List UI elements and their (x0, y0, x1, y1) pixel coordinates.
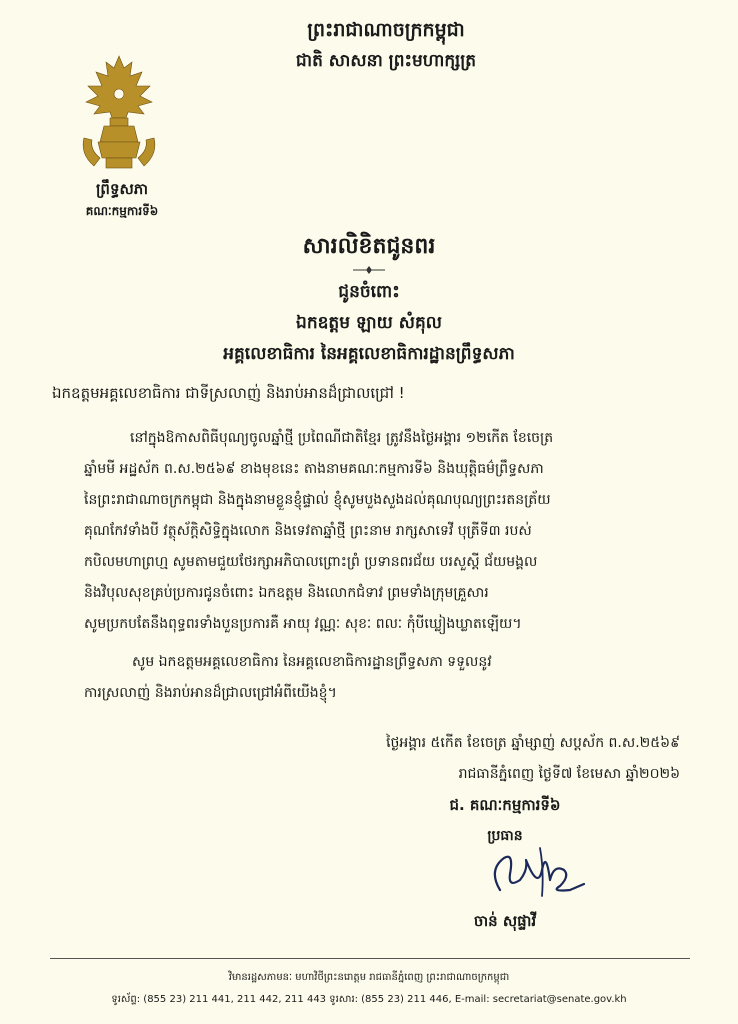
signer-organization: ជ. គណៈកម្មការទី៦ (449, 796, 561, 814)
signer-role: ប្រធាន (487, 828, 523, 844)
body-line: និងវិបុលសុខគ្រប់ប្រការជូនចំពោះ ឯកឧត្តម និងលោកជំទាវ ព្រមទាំងក្រុមគ្រួសារ (84, 585, 489, 601)
handwritten-signature (480, 840, 600, 902)
body-line: សូមប្រកបតែនឹងពុទ្ធពរទាំងបួនប្រការគឺ អាយុ វណ្ណៈ សុខៈ ពលៈ កុំបីឃ្លៀងឃ្លាតឡើយ។ (84, 616, 522, 632)
addressed-to: ជូនចំពោះ (338, 282, 400, 302)
footer-contact: ទូរស័ព្ទ: (855 23) 211 441, 211 442, 211 443 ទូរសារ: (855 23) 211 446, E-mail: secretariat@senate.gov.kh (111, 994, 627, 1005)
closing-line: ការស្រលាញ់ និងរាប់អានដ៏ជ្រាលជ្រៅអំពីយើងខ្ញុំ។ (84, 685, 337, 701)
senate-name: ព្រឹទ្ធសភា (95, 180, 149, 198)
senate-emblem (76, 54, 162, 172)
body-line: នៃព្រះរាជាណាចក្រកម្ពុជា និងក្នុងនាមខ្លួនខ្ញុំផ្ទាល់ ខ្ញុំសូមបួងសួងដល់គុណបុណ្យព្រះរតនត្រ័យ (84, 492, 551, 508)
solar-date: រាជធានីភ្នំពេញ ថ្ងៃទី៧ ខែមេសា ឆ្នាំ២០២៦ (458, 766, 680, 782)
signer-name: ចាន់ សុផ្ទាវី (473, 912, 537, 930)
body-line: កបិលមហាព្រហ្ម សូមតាមជួយថែរក្សាអភិបាលព្រោះព្រំ ប្រទានពរជ័យ បរសួស្តី ជ័យមង្គល (84, 554, 538, 570)
body-line: គុណកែវទាំងបី វត្ថុស័ក្តិសិទ្ធិក្នុងលោក និងទេវតាឆ្នាំថ្មី ព្រះនាម រាក្សសាទេវី បុត្រីទី៣ របស់ (84, 523, 532, 539)
recipient-name: ឯកឧត្តម ឡាយ សំគុល (296, 313, 442, 333)
national-motto: ជាតិ សាសនា ព្រះមហាក្សត្រ (295, 51, 477, 71)
title-ornament (352, 265, 386, 275)
body-line: ឆ្នាំមមី អដ្ឋស័ក ព.ស.២៥៦៩ ខាងមុខនេះ តាងនាមគណៈកម្មការទី៦ និងឃុត្តិធម៌ព្រឹទ្ធសភា (84, 461, 544, 477)
footer-divider (50, 958, 690, 959)
commission-name: គណៈកម្មការទី៦ (85, 204, 159, 218)
body-line: នៅក្នុងឱកាសពិធីបុណ្យចូលឆ្នាំថ្មី ប្រពៃណីជាតិខ្មែរ ត្រូវនឹងថ្ងៃអង្គារ ១២កើត ខែចេត្រ (130, 430, 554, 446)
salutation: ឯកឧត្តមអគ្គលេខាធិការ ជាទីស្រលាញ់ និងរាប់អានដ៏ជ្រាលជ្រៅ ! (52, 384, 405, 402)
footer-address: វិមានរដ្ឋសភាមនៈ មហាវិថីព្រះនរោត្តម រាជធានីភ្នំពេញ ព្រះរាជាណាចក្រកម្ពុជា (228, 972, 510, 983)
recipient-title: អគ្គលេខាធិការ នៃអគ្គលេខាធិការដ្ឋានព្រឹទ្ធសភា (223, 344, 515, 364)
closing-line: សូម ឯកឧត្តមអគ្គលេខាធិការ នៃអគ្គលេខាធិការដ្ឋានព្រឹទ្ធសភា ទទួលនូវ (132, 654, 492, 670)
kingdom-heading: ព្រះរាជាណាចក្រកម្ពុជា (307, 19, 465, 41)
lunar-date: ថ្ងៃអង្គារ ៥កើត ខែចេត្រ ឆ្នាំម្សាញ់ សប្តស័ក ព.ស.២៥៦៩ (386, 735, 680, 751)
document-title: សារលិខិតជូនពរ (302, 234, 436, 259)
